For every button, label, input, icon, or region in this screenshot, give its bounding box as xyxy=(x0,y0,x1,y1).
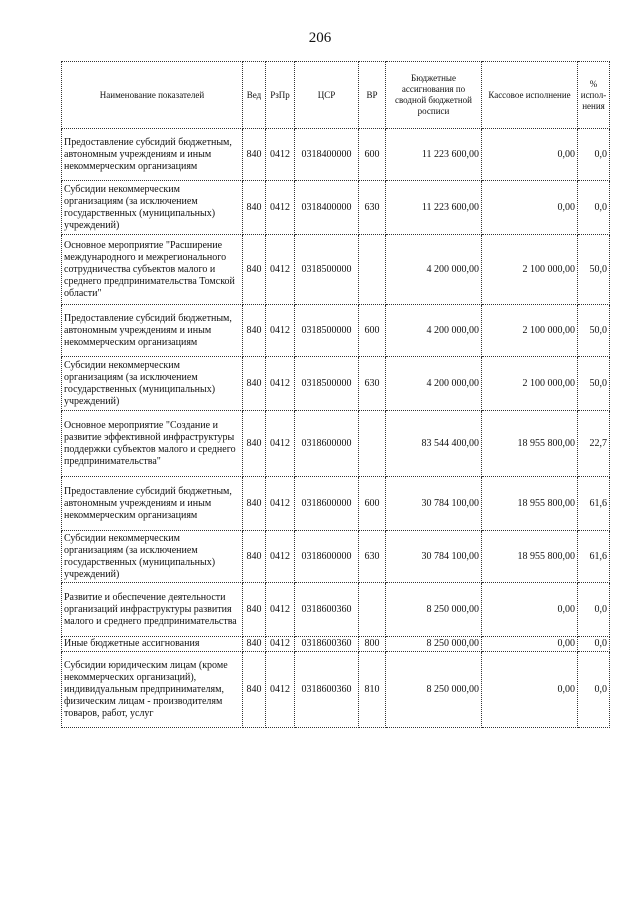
cell-plan: 8 250 000,00 xyxy=(386,583,482,637)
table-row xyxy=(62,235,610,305)
cell-csr: 0318500000 xyxy=(295,235,359,305)
cell-name: Иные бюджетные ассигнования xyxy=(62,637,243,652)
cell-exec: 2 100 000,00 xyxy=(482,305,578,357)
cell-ved: 840 xyxy=(243,637,266,652)
cell-plan: 11 223 600,00 xyxy=(386,181,482,235)
cell-name: Предоставление субсидий бюджетным, автономным учреждениям и иным некоммерческим организациям xyxy=(62,129,243,181)
table-row xyxy=(62,129,610,181)
cell-ved: 840 xyxy=(243,411,266,477)
cell-rzpr: 0412 xyxy=(266,637,295,652)
cell-vr xyxy=(359,583,386,637)
cell-pct: 0,0 xyxy=(578,637,610,652)
cell-exec: 0,00 xyxy=(482,637,578,652)
cell-vr: 600 xyxy=(359,305,386,357)
cell-exec: 18 955 800,00 xyxy=(482,411,578,477)
cell-vr xyxy=(359,235,386,305)
cell-rzpr: 0412 xyxy=(266,235,295,305)
cell-name: Предоставление субсидий бюджетным, автономным учреждениям и иным некоммерческим организациям xyxy=(62,477,243,531)
cell-pct: 0,0 xyxy=(578,129,610,181)
cell-ved: 840 xyxy=(243,305,266,357)
cell-rzpr: 0412 xyxy=(266,477,295,531)
cell-rzpr: 0412 xyxy=(266,305,295,357)
header-vr: ВР xyxy=(359,62,386,129)
cell-csr: 0318600360 xyxy=(295,637,359,652)
table-row xyxy=(62,357,610,411)
cell-vr: 630 xyxy=(359,357,386,411)
cell-pct: 61,6 xyxy=(578,477,610,531)
cell-csr: 0318400000 xyxy=(295,181,359,235)
cell-csr: 0318400000 xyxy=(295,129,359,181)
cell-vr: 600 xyxy=(359,477,386,531)
cell-plan: 4 200 000,00 xyxy=(386,235,482,305)
cell-exec: 0,00 xyxy=(482,652,578,728)
header-ved: Вед xyxy=(243,62,266,129)
budget-execution-table xyxy=(61,61,610,728)
cell-plan: 11 223 600,00 xyxy=(386,129,482,181)
cell-rzpr: 0412 xyxy=(266,181,295,235)
cell-ved: 840 xyxy=(243,477,266,531)
cell-pct: 0,0 xyxy=(578,181,610,235)
cell-ved: 840 xyxy=(243,357,266,411)
cell-rzpr: 0412 xyxy=(266,129,295,181)
cell-ved: 840 xyxy=(243,235,266,305)
cell-vr: 600 xyxy=(359,129,386,181)
cell-exec: 0,00 xyxy=(482,583,578,637)
table-row xyxy=(62,477,610,531)
header-csr: ЦСР xyxy=(295,62,359,129)
cell-name: Развитие и обеспечение деятельности организаций инфраструктуры развития малого и среднего предпринимательства xyxy=(62,583,243,637)
header-pct: % испол-нения xyxy=(578,62,610,129)
cell-csr: 0318600000 xyxy=(295,477,359,531)
cell-pct: 50,0 xyxy=(578,305,610,357)
cell-exec: 2 100 000,00 xyxy=(482,357,578,411)
cell-name: Основное мероприятие "Создание и развитие эффективной инфраструктуры поддержки субъектов малого и среднего предпринимательства" xyxy=(62,411,243,477)
cell-plan: 4 200 000,00 xyxy=(386,357,482,411)
table-header-row xyxy=(62,62,610,129)
cell-pct: 22,7 xyxy=(578,411,610,477)
cell-name: Предоставление субсидий бюджетным, автономным учреждениям и иным некоммерческим организациям xyxy=(62,305,243,357)
cell-csr: 0318600000 xyxy=(295,411,359,477)
cell-name: Субсидии некоммерческим организациям (за исключением государственных (муниципальных) учреждений) xyxy=(62,531,243,583)
cell-ved: 840 xyxy=(243,531,266,583)
cell-name: Субсидии некоммерческим организациям (за исключением государственных (муниципальных) учреждений) xyxy=(62,181,243,235)
cell-vr: 800 xyxy=(359,637,386,652)
table-row xyxy=(62,583,610,637)
cell-vr: 630 xyxy=(359,181,386,235)
cell-csr: 0318600000 xyxy=(295,531,359,583)
table-row xyxy=(62,637,610,652)
cell-plan: 30 784 100,00 xyxy=(386,477,482,531)
cell-exec: 0,00 xyxy=(482,181,578,235)
cell-rzpr: 0412 xyxy=(266,357,295,411)
header-plan: Бюджетные ассигнования по сводной бюджетной росписи xyxy=(386,62,482,129)
cell-pct: 0,0 xyxy=(578,583,610,637)
cell-rzpr: 0412 xyxy=(266,583,295,637)
table-row xyxy=(62,411,610,477)
cell-pct: 0,0 xyxy=(578,652,610,728)
header-name: Наименование показателей xyxy=(62,62,243,129)
header-exec: Кассовое исполнение xyxy=(482,62,578,129)
cell-ved: 840 xyxy=(243,181,266,235)
cell-vr xyxy=(359,411,386,477)
cell-csr: 0318600360 xyxy=(295,583,359,637)
table-body xyxy=(62,129,610,728)
cell-rzpr: 0412 xyxy=(266,652,295,728)
cell-plan: 8 250 000,00 xyxy=(386,637,482,652)
cell-csr: 0318600360 xyxy=(295,652,359,728)
table-row xyxy=(62,652,610,728)
cell-name: Субсидии некоммерческим организациям (за исключением государственных (муниципальных) учреждений) xyxy=(62,357,243,411)
cell-plan: 30 784 100,00 xyxy=(386,531,482,583)
cell-plan: 4 200 000,00 xyxy=(386,305,482,357)
cell-ved: 840 xyxy=(243,583,266,637)
cell-rzpr: 0412 xyxy=(266,531,295,583)
cell-name: Субсидии юридическим лицам (кроме некоммерческих организаций), индивидуальным предпринимателям, физическим лицам - производителям товаров, работ, услуг xyxy=(62,652,243,728)
table-row xyxy=(62,531,610,583)
cell-ved: 840 xyxy=(243,129,266,181)
cell-name: Основное мероприятие "Расширение международного и межрегионального сотрудничества субъектов малого и среднего предпринимательства Томской области" xyxy=(62,235,243,305)
table-row xyxy=(62,305,610,357)
cell-plan: 83 544 400,00 xyxy=(386,411,482,477)
cell-vr: 630 xyxy=(359,531,386,583)
header-rzpr: РзПр xyxy=(266,62,295,129)
cell-pct: 50,0 xyxy=(578,235,610,305)
cell-rzpr: 0412 xyxy=(266,411,295,477)
cell-csr: 0318500000 xyxy=(295,305,359,357)
cell-pct: 61,6 xyxy=(578,531,610,583)
cell-plan: 8 250 000,00 xyxy=(386,652,482,728)
cell-exec: 18 955 800,00 xyxy=(482,531,578,583)
cell-ved: 840 xyxy=(243,652,266,728)
cell-exec: 0,00 xyxy=(482,129,578,181)
cell-vr: 810 xyxy=(359,652,386,728)
page-number: 206 xyxy=(308,30,332,46)
cell-exec: 18 955 800,00 xyxy=(482,477,578,531)
table-row xyxy=(62,181,610,235)
cell-csr: 0318500000 xyxy=(295,357,359,411)
cell-exec: 2 100 000,00 xyxy=(482,235,578,305)
cell-pct: 50,0 xyxy=(578,357,610,411)
